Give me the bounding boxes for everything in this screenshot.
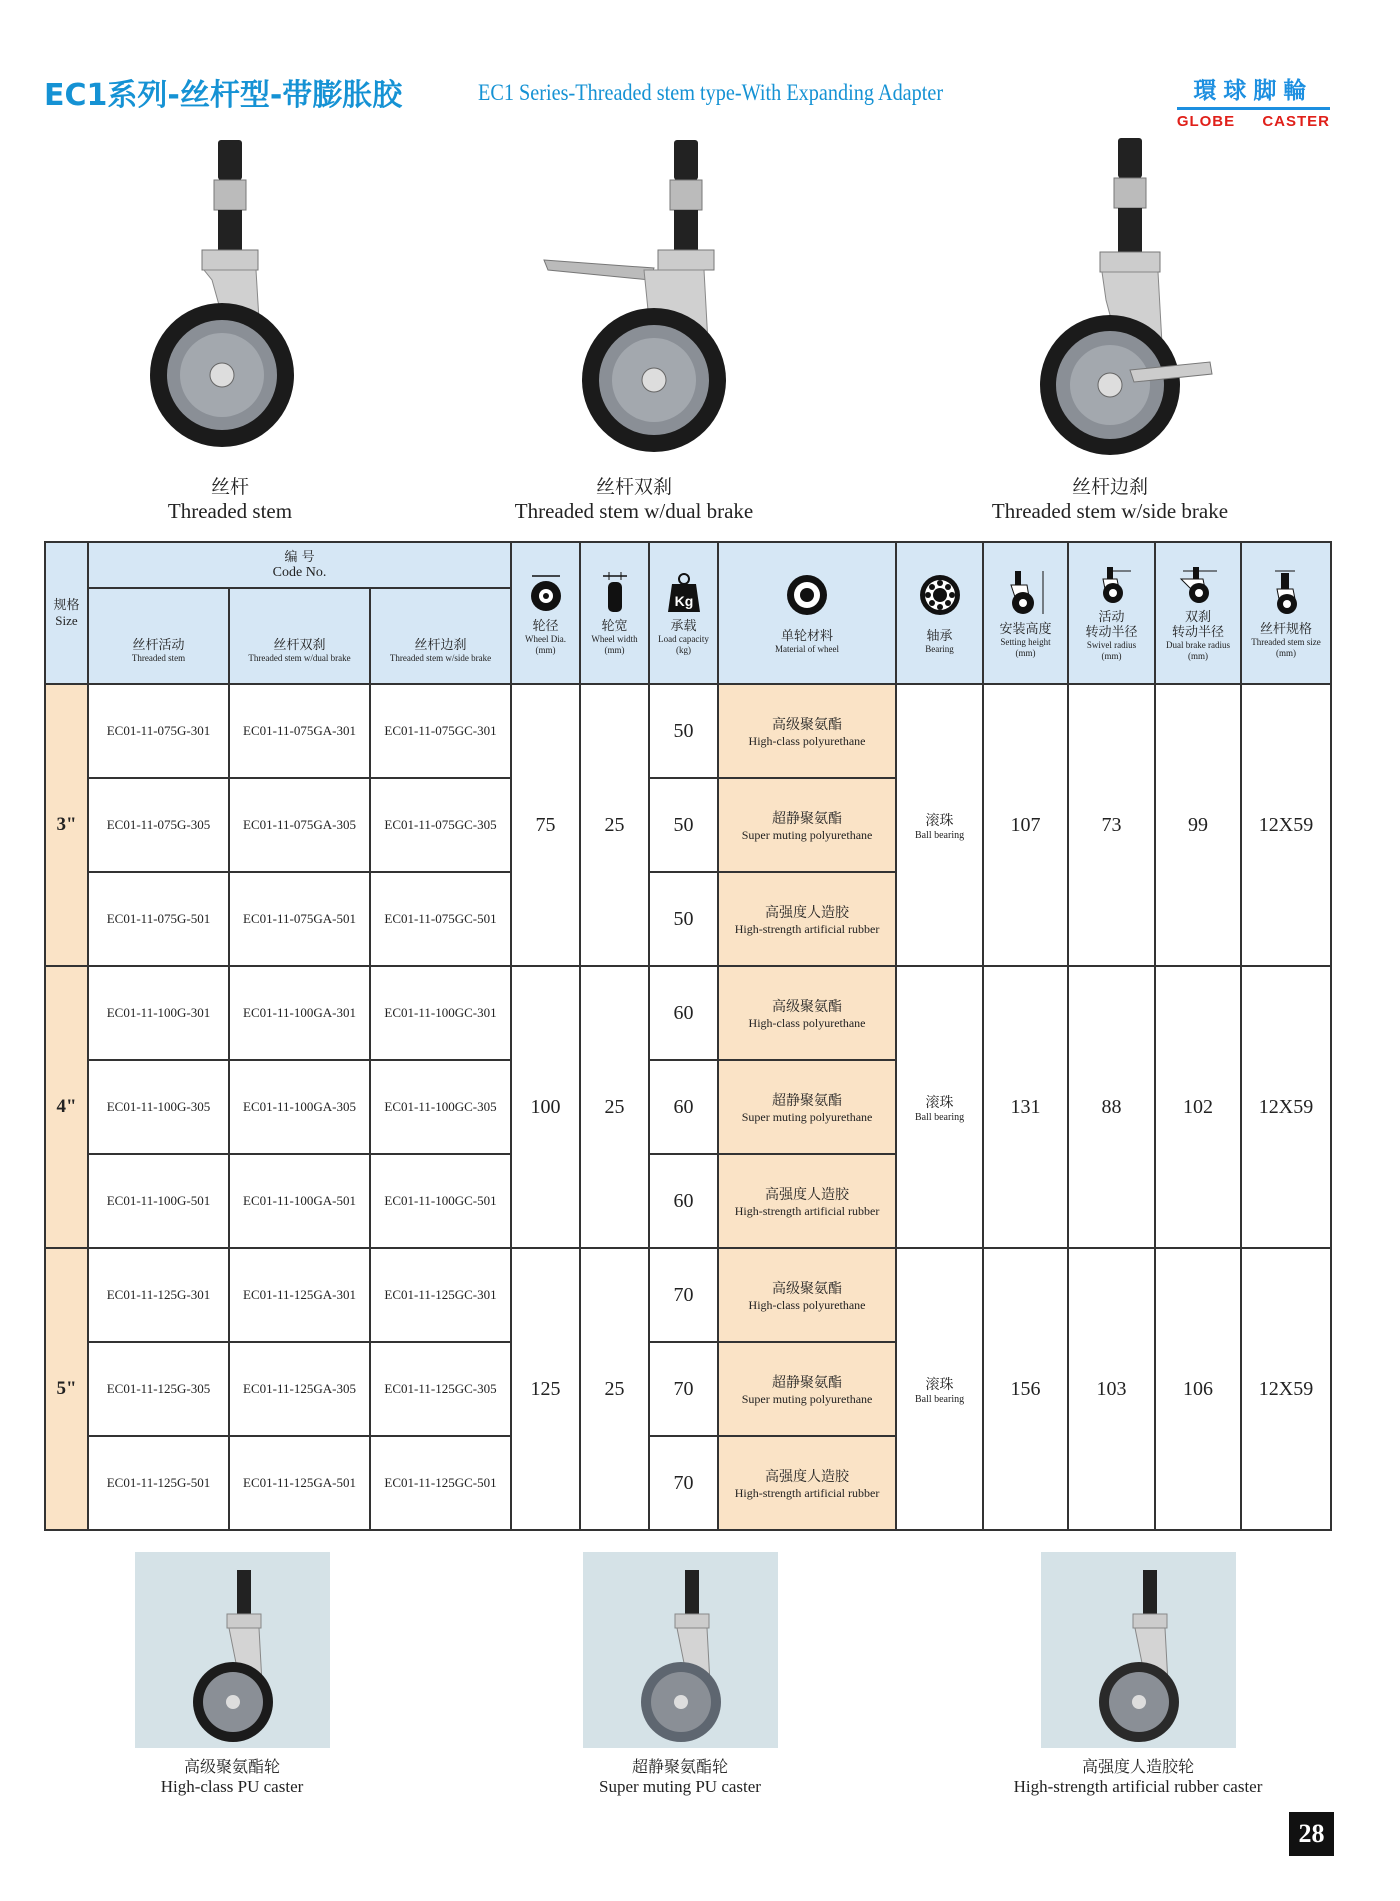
pu-caster-photo — [135, 1552, 330, 1748]
dual-brake-caster-icon — [524, 130, 744, 460]
material-cell: 超静聚氨酯 Super muting polyurethane — [718, 1342, 896, 1436]
header-load: Kg 承载 Load capacity (kg) — [649, 542, 718, 684]
swivel-cell: 88 — [1068, 966, 1155, 1248]
header-code-side-brake: 丝杆边刹 Threaded stem w/side brake — [370, 588, 511, 684]
swivel-cell: 73 — [1068, 684, 1155, 966]
footer-product-muting — [500, 1552, 860, 1797]
footer-label-cn: 高强度人造胶轮 — [1081, 1757, 1194, 1776]
material-cell: 高强度人造胶 High-strength artificial rubber — [718, 1154, 896, 1248]
page-title-cn: EC1系列-丝杆型-带膨胀胶 — [44, 78, 403, 113]
code-cell: EC01-11-075GA-301 — [229, 684, 370, 778]
side-brake-caster-icon — [1000, 130, 1220, 460]
wheel-width-cell: 25 — [580, 966, 649, 1248]
header-stem-size: 丝杆规格 Threaded stem size (mm) — [1241, 542, 1331, 684]
code-cell: EC01-11-100GC-501 — [370, 1154, 511, 1248]
code-cell: EC01-11-125G-305 — [88, 1342, 229, 1436]
product-label-en: Threaded stem w/side brake — [991, 499, 1229, 523]
code-cell: EC01-11-075GA-305 — [229, 778, 370, 872]
code-cell: EC01-11-075G-305 — [88, 778, 229, 872]
table-row — [45, 1248, 1331, 1342]
stem-size-cell: 12X59 — [1241, 684, 1331, 966]
product-label-cn: 丝杆双刹 — [595, 476, 672, 498]
code-cell: EC01-11-125GC-501 — [370, 1436, 511, 1530]
product-threaded-stem — [70, 130, 390, 530]
product-dual-brake — [474, 130, 794, 530]
setting-height-icon — [1001, 567, 1051, 617]
wheel-width-cell: 25 — [580, 684, 649, 966]
brand-name-en: GLOBE CASTER — [1176, 113, 1330, 130]
product-label-en: Threaded stem — [167, 499, 293, 523]
material-cell: 高级聚氨酯 High-class polyurethane — [718, 1248, 896, 1342]
brake-radius-cell: 102 — [1155, 966, 1241, 1248]
product-label-en: Threaded stem w/dual brake — [514, 499, 754, 523]
wheel-dia-icon — [526, 570, 566, 614]
code-cell: EC01-11-100G-501 — [88, 1154, 229, 1248]
load-cell: 50 — [649, 872, 718, 966]
height-cell: 156 — [983, 1248, 1068, 1530]
kg-weight-icon — [664, 570, 704, 614]
stem-size-icon — [1261, 567, 1311, 617]
stem-size-cell: 12X59 — [1241, 1248, 1331, 1530]
code-cell: EC01-11-125GA-301 — [229, 1248, 370, 1342]
load-cell: 60 — [649, 1060, 718, 1154]
footer-label-en: High-class PU caster — [160, 1777, 304, 1796]
material-cell: 高强度人造胶 High-strength artificial rubber — [718, 1436, 896, 1530]
height-cell: 107 — [983, 684, 1068, 966]
material-cell: 高级聚氨酯 High-class polyurethane — [718, 684, 896, 778]
footer-label-cn: 高级聚氨酯轮 — [183, 1757, 280, 1776]
muting-caster-icon — [583, 1552, 778, 1748]
code-cell: EC01-11-100G-301 — [88, 966, 229, 1060]
stem-size-cell: 12X59 — [1241, 966, 1331, 1248]
header-size: 规格 Size — [45, 542, 88, 684]
page-number: 28 — [1289, 1812, 1334, 1856]
bearing-cell: 滚珠 Ball bearing — [896, 1248, 983, 1530]
footer-product-rubber — [958, 1552, 1318, 1797]
load-cell: 60 — [649, 966, 718, 1060]
material-cell: 超静聚氨酯 Super muting polyurethane — [718, 1060, 896, 1154]
code-cell: EC01-11-100GA-305 — [229, 1060, 370, 1154]
wheel-material-icon — [784, 572, 830, 618]
code-cell: EC01-11-125GC-305 — [370, 1342, 511, 1436]
code-cell: EC01-11-100GC-305 — [370, 1060, 511, 1154]
size-cell: 5" — [45, 1248, 88, 1530]
load-cell: 70 — [649, 1342, 718, 1436]
muting-pu-caster-photo — [583, 1552, 778, 1748]
rubber-caster-photo — [1041, 1552, 1236, 1748]
footer-label-en: High-strength artificial rubber caster — [1013, 1777, 1263, 1796]
load-cell: 50 — [649, 684, 718, 778]
code-cell: EC01-11-100GC-301 — [370, 966, 511, 1060]
footer-label-en: Super muting PU caster — [599, 1777, 761, 1796]
ball-bearing-icon — [917, 572, 963, 618]
bearing-cell: 滚珠 Ball bearing — [896, 966, 983, 1248]
code-cell: EC01-11-075GC-301 — [370, 684, 511, 778]
wheel-dia-cell: 125 — [511, 1248, 580, 1530]
code-cell: EC01-11-125GA-501 — [229, 1436, 370, 1530]
wheel-width-cell: 25 — [580, 1248, 649, 1530]
table-row — [45, 684, 1331, 778]
header-swivel-radius: 活动 转动半径 Swivel radius (mm) — [1068, 542, 1155, 684]
header-material: 单轮材料 Material of wheel — [718, 542, 896, 684]
load-cell: 70 — [649, 1248, 718, 1342]
threaded-stem-caster-icon — [130, 130, 330, 460]
header-code-threaded: 丝杆活动 Threaded stem — [88, 588, 229, 684]
height-cell: 131 — [983, 966, 1068, 1248]
header-bearing: 轴承 Bearing — [896, 542, 983, 684]
material-cell: 高强度人造胶 High-strength artificial rubber — [718, 872, 896, 966]
footer-label-cn: 超静聚氨酯轮 — [631, 1757, 728, 1776]
brand-logo — [1177, 72, 1330, 130]
swivel-cell: 103 — [1068, 1248, 1155, 1530]
code-cell: EC01-11-075GC-501 — [370, 872, 511, 966]
load-cell: 50 — [649, 778, 718, 872]
wheel-dia-cell: 100 — [511, 966, 580, 1248]
bearing-cell: 滚珠 Ball bearing — [896, 684, 983, 966]
header-code-dual-brake: 丝杆双刹 Threaded stem w/dual brake — [229, 588, 370, 684]
wheel-dia-cell: 75 — [511, 684, 580, 966]
code-cell: EC01-11-125GA-305 — [229, 1342, 370, 1436]
brand-name-cn: 環球脚輪 — [1177, 72, 1330, 110]
code-cell: EC01-11-100G-305 — [88, 1060, 229, 1154]
brake-radius-cell: 99 — [1155, 684, 1241, 966]
page-title-en: EC1 Series-Threaded stem type-With Expanding Adapter — [478, 80, 944, 105]
kg-label: Kg — [674, 593, 693, 609]
code-cell: EC01-11-100GA-301 — [229, 966, 370, 1060]
product-side-brake — [950, 130, 1270, 530]
brake-radius-cell: 106 — [1155, 1248, 1241, 1530]
spec-table — [44, 541, 1332, 1531]
material-cell: 超静聚氨酯 Super muting polyurethane — [718, 778, 896, 872]
code-cell: EC01-11-075GC-305 — [370, 778, 511, 872]
header-setting-height: 安装高度 Setting height (mm) — [983, 542, 1068, 684]
code-cell: EC01-11-125GC-301 — [370, 1248, 511, 1342]
code-cell: EC01-11-125G-501 — [88, 1436, 229, 1530]
product-label-cn: 丝杆边刹 — [1071, 476, 1148, 498]
product-label-cn: 丝杆 — [210, 476, 249, 498]
material-cell: 高级聚氨酯 High-class polyurethane — [718, 966, 896, 1060]
code-cell: EC01-11-075GA-501 — [229, 872, 370, 966]
code-cell: EC01-11-075G-301 — [88, 684, 229, 778]
wheel-width-icon — [595, 570, 635, 614]
table-row — [45, 966, 1331, 1060]
pu-caster-icon — [135, 1552, 330, 1748]
load-cell: 60 — [649, 1154, 718, 1248]
size-cell: 4" — [45, 966, 88, 1248]
header-brake-radius: 双刹 转动半径 Dual brake radius (mm) — [1155, 542, 1241, 684]
header-wheel-width: 轮宽 Wheel width (mm) — [580, 542, 649, 684]
swivel-radius-icon — [1087, 565, 1137, 605]
load-cell: 70 — [649, 1436, 718, 1530]
header-code-no: 编 号 Code No. — [88, 542, 511, 588]
code-cell: EC01-11-125G-301 — [88, 1248, 229, 1342]
header-wheel-dia: 轮径 Wheel Dia. (mm) — [511, 542, 580, 684]
footer-product-pu — [52, 1552, 412, 1797]
code-cell: EC01-11-075G-501 — [88, 872, 229, 966]
rubber-caster-icon — [1041, 1552, 1236, 1748]
size-cell: 3" — [45, 684, 88, 966]
brake-radius-icon — [1173, 565, 1223, 605]
code-cell: EC01-11-100GA-501 — [229, 1154, 370, 1248]
